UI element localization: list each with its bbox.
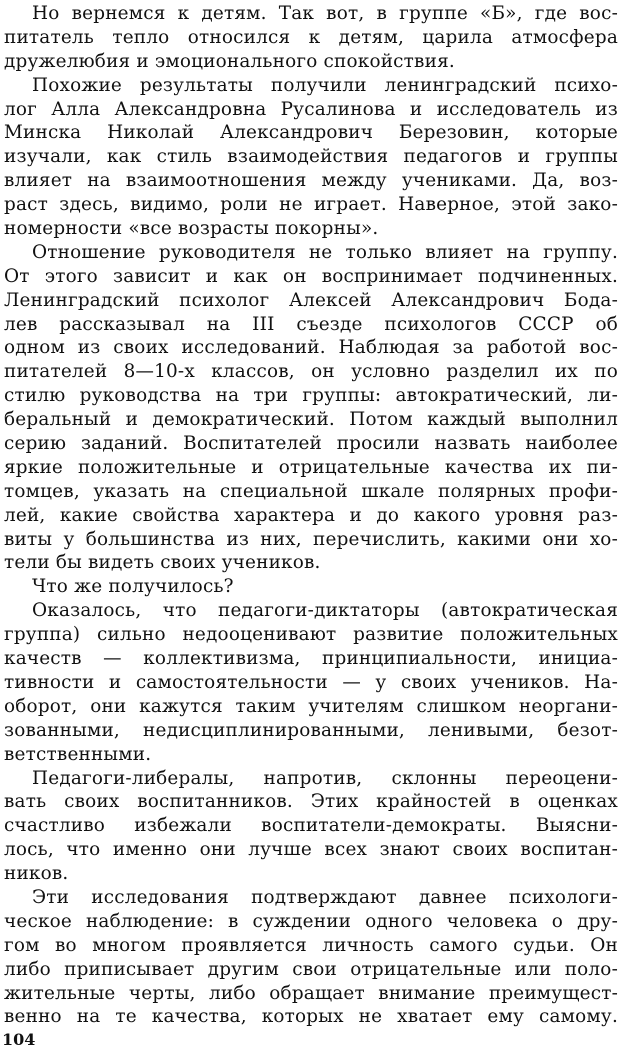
text-line: лог Алла Александровна Русалинова и исследователь из [4,98,618,120]
text-line: Похожие результаты получили ленинградский психо- [32,74,618,96]
text-line: раст здесь, видимо, роли не играет. Наверное, этой зако- [4,194,618,216]
text-line: гом во многом проявляется личность самого судьи. Он [4,934,618,956]
text-line: венно на те качества, которых не хватает ему самому. [4,1006,618,1028]
text-line: Ленинградский психолог Алексей Александрович Бода- [4,289,618,311]
text-line: группа) сильно недооценивают развитие положительных [4,624,618,646]
text-line: влияет на взаимоотношения между учениками. Да, воз- [4,170,618,192]
text-line: либо приписывает другим свои отрицательные или поло- [4,958,618,980]
text-line: Но вернемся к детям. Так вот, в группе «Б», где вос- [32,3,618,24]
text-line: тивности и самостоятельности — у своих учеников. На- [4,671,618,693]
text-line: оборот, они кажутся таким учителям слишком неоргани- [4,695,618,717]
text-line: качеств — коллективизма, принципиальности, инициа- [4,648,618,670]
text-line: зованными, недисциплинированными, ленивыми, безот- [4,719,618,741]
text-line: серию заданий. Воспитателей просили назвать наиболее [4,433,618,455]
text-line: яркие положительные и отрицательные качества их пи- [4,456,618,478]
text-line: питатель тепло относился к детям, царила атмосфера [4,26,618,48]
text-line: счастливо избежали воспитатели-демократы. Выясни- [4,815,618,837]
text-line: стилю руководства на три группы: автократический, ли- [4,385,618,407]
text-line: Минска Николай Александрович Березовин, которые [4,122,618,144]
text-line: Что же получилось? [32,576,234,598]
text-line: изучали, как стиль взаимодействия педагогов и группы [4,146,618,168]
text-line: томцев, указать на специальной шкале полярных профи- [4,480,618,502]
text-line: питателей 8—10-х классов, он условно разделил их по [4,361,618,383]
text-line: лось, что именно они лучше всех знают своих воспитан- [4,839,618,861]
text-line: Эти исследования подтверждают давнее психологи- [32,886,618,908]
text-line: ческое наблюдение: в суждении одного человека о дру- [4,910,618,932]
text-line: лев рассказывал на III съезде психологов СССР об [4,313,618,335]
text-line: вать своих воспитанников. Этих крайностей в оценках [4,791,618,813]
text-line: ветственными. [4,743,152,765]
text-line: Оказалось, что педагоги-диктаторы (автократическая [32,600,618,622]
text-line: тели бы видеть своих учеников. [4,552,321,574]
text-line: Отношение руководителя не только влияет на группу. [32,241,618,263]
text-line: Педагоги-либералы, напротив, склонны переоцени- [32,767,618,789]
text-line: дружелюбия и эмоционального спокойствия. [4,50,455,72]
text-line: виты у большинства из них, перечислить, какими они хо- [4,528,618,550]
text-line: лей, какие свойства характера и до какого уровня раз- [4,504,618,526]
page-number: 104 [2,1030,36,1049]
text-line: одном из своих исследований. Наблюдая за работой вос- [4,337,618,359]
text-line: номерности «все возрасты покорны». [4,218,379,240]
body-text [4,2,618,1029]
text-line: жительные черты, либо обращает внимание преимущест- [4,982,618,1004]
text-line: беральный и демократический. Потом каждый выполнил [4,409,618,431]
text-line: От этого зависит и как он воспринимает подчиненных. [4,265,618,287]
text-line: ников. [4,863,69,885]
